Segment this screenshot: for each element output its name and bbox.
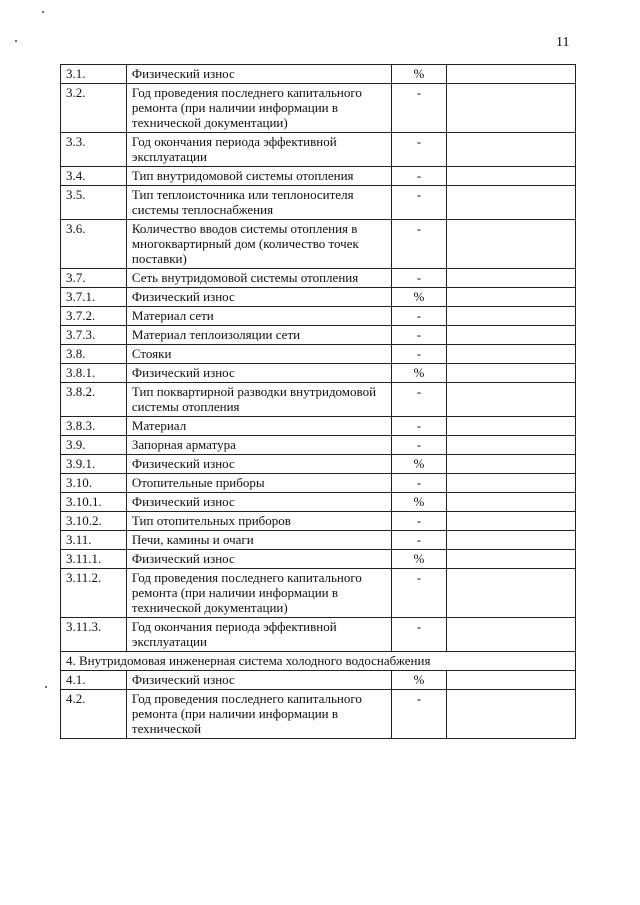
row-number: 3.3. [61,133,127,167]
row-number: 3.2. [61,84,127,133]
row-value [447,220,576,269]
table-row [61,531,576,550]
row-unit: - [391,345,447,364]
row-value [447,84,576,133]
row-number: 3.8. [61,345,127,364]
row-parameter: Год проведения последнего капитального ремонта (при наличии информации в технической документации) [126,84,391,133]
row-unit: % [391,288,447,307]
table-row [61,288,576,307]
table-row [61,84,576,133]
row-value [447,618,576,652]
row-number: 3.9. [61,436,127,455]
row-value [447,512,576,531]
table-row [61,133,576,167]
row-value [447,167,576,186]
row-number: 3.10. [61,474,127,493]
row-parameter: Год проведения последнего капитального ремонта (при наличии информации в технической [126,690,391,739]
row-value [447,531,576,550]
row-unit: - [391,618,447,652]
row-number: 3.7. [61,269,127,288]
scan-speck [15,40,17,42]
table-body [61,65,576,739]
row-number: 3.8.1. [61,364,127,383]
row-value [447,345,576,364]
row-number: 3.6. [61,220,127,269]
row-number: 3.7.1. [61,288,127,307]
row-value [447,455,576,474]
table-row [61,383,576,417]
row-parameter: Физический износ [126,455,391,474]
row-value [447,65,576,84]
table-row [61,618,576,652]
row-number: 3.7.3. [61,326,127,345]
row-unit: - [391,474,447,493]
table-row [61,186,576,220]
row-number: 3.11.2. [61,569,127,618]
row-number: 3.8.2. [61,383,127,417]
row-unit: - [391,167,447,186]
row-unit: % [391,493,447,512]
row-unit: - [391,220,447,269]
row-unit: - [391,417,447,436]
row-parameter: Физический износ [126,671,391,690]
row-parameter: Физический износ [126,493,391,512]
row-number: 3.4. [61,167,127,186]
row-parameter: Год проведения последнего капитального ремонта (при наличии информации в технической документации) [126,569,391,618]
row-parameter: Запорная арматура [126,436,391,455]
row-unit: % [391,65,447,84]
table-row [61,455,576,474]
row-number: 3.8.3. [61,417,127,436]
row-number: 3.11.3. [61,618,127,652]
row-value [447,288,576,307]
row-value [447,569,576,618]
table-row [61,550,576,569]
table-row [61,307,576,326]
row-unit: - [391,512,447,531]
row-value [447,690,576,739]
row-parameter: Физический износ [126,550,391,569]
table-row [61,345,576,364]
row-unit: - [391,307,447,326]
row-unit: - [391,133,447,167]
row-value [447,364,576,383]
scan-speck [42,11,44,13]
row-value [447,326,576,345]
row-unit: - [391,569,447,618]
row-value [447,436,576,455]
table-row [61,417,576,436]
row-unit: - [391,186,447,220]
table-row [61,671,576,690]
row-value [447,671,576,690]
row-parameter: Сеть внутридомовой системы отопления [126,269,391,288]
row-number: 3.7.2. [61,307,127,326]
row-value [447,550,576,569]
row-value [447,474,576,493]
row-number: 3.5. [61,186,127,220]
table-row [61,167,576,186]
row-unit: - [391,84,447,133]
row-parameter: Стояки [126,345,391,364]
row-number: 4.1. [61,671,127,690]
table-row [61,364,576,383]
row-parameter: Год окончания периода эффективной эксплуатации [126,133,391,167]
row-unit: - [391,269,447,288]
row-parameter: Физический износ [126,364,391,383]
row-number: 3.11. [61,531,127,550]
table-row [61,493,576,512]
section-heading-row [61,652,576,671]
row-unit: - [391,436,447,455]
row-unit: % [391,455,447,474]
row-number: 3.11.1. [61,550,127,569]
row-unit: % [391,364,447,383]
table-row [61,269,576,288]
row-parameter: Отопительные приборы [126,474,391,493]
row-parameter: Тип теплоисточника или теплоносителя системы теплоснабжения [126,186,391,220]
row-unit: - [391,690,447,739]
table-row [61,690,576,739]
row-parameter: Физический износ [126,65,391,84]
table-row [61,474,576,493]
table-row [61,326,576,345]
table-row [61,436,576,455]
row-value [447,417,576,436]
row-parameter: Тип внутридомовой системы отопления [126,167,391,186]
row-unit: - [391,326,447,345]
row-unit: - [391,383,447,417]
row-parameter: Физический износ [126,288,391,307]
row-number: 3.9.1. [61,455,127,474]
section-title: 4. Внутридомовая инженерная система холодного водоснабжения [61,652,576,671]
row-parameter: Материал [126,417,391,436]
row-value [447,269,576,288]
row-value [447,307,576,326]
row-parameter: Печи, камины и очаги [126,531,391,550]
row-parameter: Материал теплоизоляции сети [126,326,391,345]
technical-parameters-table [60,64,576,739]
row-number: 4.2. [61,690,127,739]
row-unit: % [391,671,447,690]
row-number: 3.10.2. [61,512,127,531]
scan-speck [45,686,47,688]
row-value [447,186,576,220]
row-value [447,133,576,167]
row-unit: % [391,550,447,569]
row-number: 3.1. [61,65,127,84]
row-parameter: Год окончания периода эффективной эксплуатации [126,618,391,652]
table-row [61,512,576,531]
row-parameter: Количество вводов системы отопления в многоквартирный дом (количество точек поставки) [126,220,391,269]
page-number: 11 [556,35,570,50]
row-number: 3.10.1. [61,493,127,512]
row-parameter: Тип отопительных приборов [126,512,391,531]
row-parameter: Тип поквартирной разводки внутридомовой системы отопления [126,383,391,417]
row-unit: - [391,531,447,550]
table-row [61,569,576,618]
row-parameter: Материал сети [126,307,391,326]
row-value [447,383,576,417]
table-row [61,220,576,269]
table-row [61,65,576,84]
row-value [447,493,576,512]
